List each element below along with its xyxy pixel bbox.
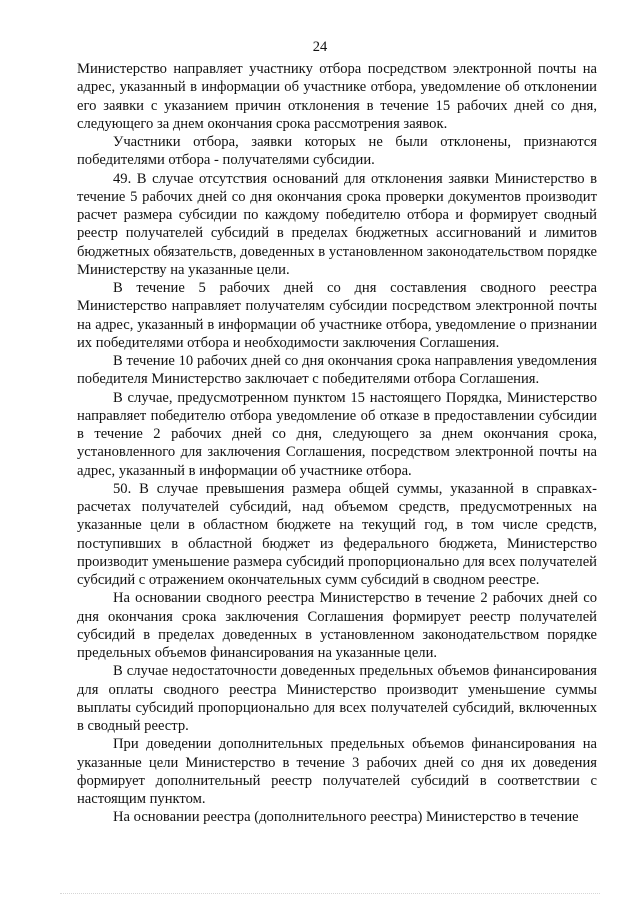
paragraph-11: На основании реестра (дополнительного реестра) Министерство в течение bbox=[113, 809, 579, 826]
paragraph-6: В случае, предусмотренном пунктом 15 настоящего Порядка, Министерство направляет победителю отбора уведомление об отказе в предоставлении субсидии в течение 2 рабочих дней со дня, следующего за днем окончания срока, установленного для заключения Соглашения, посредством электронной почты на адрес, указанный в информации об участнике отбора. bbox=[77, 389, 597, 479]
paragraph-4: В течение 5 рабочих дней со дня составления сводного реестра Министерство направляет получателям субсидии посредством электронной почты на адрес, указанный в информации об участнике отбора, уведомление о признании их победителями отбора и необходимости заключения Соглашения. bbox=[77, 280, 597, 351]
paragraph-7: 50. В случае превышения размера общей суммы, указанной в справках-расчетах получателей субсидий, над объемом средств, предусмотренных на указанные цели в областном бюджете на текущий год, в том числе средств, поступивших в областной бюджет из федерального бюджета, Министерство производит уменьшение размера субсидий пропорционально для всех получателей субсидий с отражением окончательных сумм субсидий в сводном реестре. bbox=[77, 480, 597, 588]
paragraph-5: В течение 10 рабочих дней со дня окончания срока направления уведомления победителя Министерство заключает с победителями отбора Соглашения. bbox=[77, 353, 597, 388]
document-body bbox=[77, 60, 597, 827]
paragraph-9: В случае недостаточности доведенных предельных объемов финансирования для оплаты сводного реестра Министерство производит уменьшение суммы выплаты субсидий пропорционально для всех получателей субсидий, включенных в сводный реестр. bbox=[77, 663, 597, 734]
scan-edge-artifact bbox=[60, 893, 600, 896]
paragraph-8: На основании сводного реестра Министерство в течение 2 рабочих дней со дня окончания срока заключения Соглашения формирует реестр получателей субсидий в пределах доведенных в установленном законодательством порядке предельных объемов финансирования на указанные цели. bbox=[77, 590, 597, 661]
paragraph-1: Министерство направляет участнику отбора посредством электронной почты на адрес, указанный в информации об участнике отбора, уведомление об отклонении его заявки с указанием причин отклонения в течение 15 рабочих дней со дня, следующего за днем окончания срока рассмотрения заявок. bbox=[77, 61, 597, 132]
paragraph-10: При доведении дополнительных предельных объемов финансирования на указанные цели Министерство в течение 3 рабочих дней со дня их доведения формирует дополнительный реестр получателей субсидий в соответствии с настоящим пунктом. bbox=[77, 736, 597, 807]
paragraph-3: 49. В случае отсутствия оснований для отклонения заявки Министерство в течение 5 рабочих дней со дня окончания срока проверки документов производит расчет размера субсидии по каждому победителю отбора и формирует сводный реестр получателей субсидий в пределах бюджетных ассигнований и лимитов бюджетных обязательств, доведенных в установленном законодательством порядке Министерству на указанные цели. bbox=[77, 170, 597, 278]
page-number: 24 bbox=[312, 39, 328, 55]
paragraph-2: Участники отбора, заявки которых не были отклонены, признаются победителями отбора - получателями субсидии. bbox=[77, 134, 597, 169]
